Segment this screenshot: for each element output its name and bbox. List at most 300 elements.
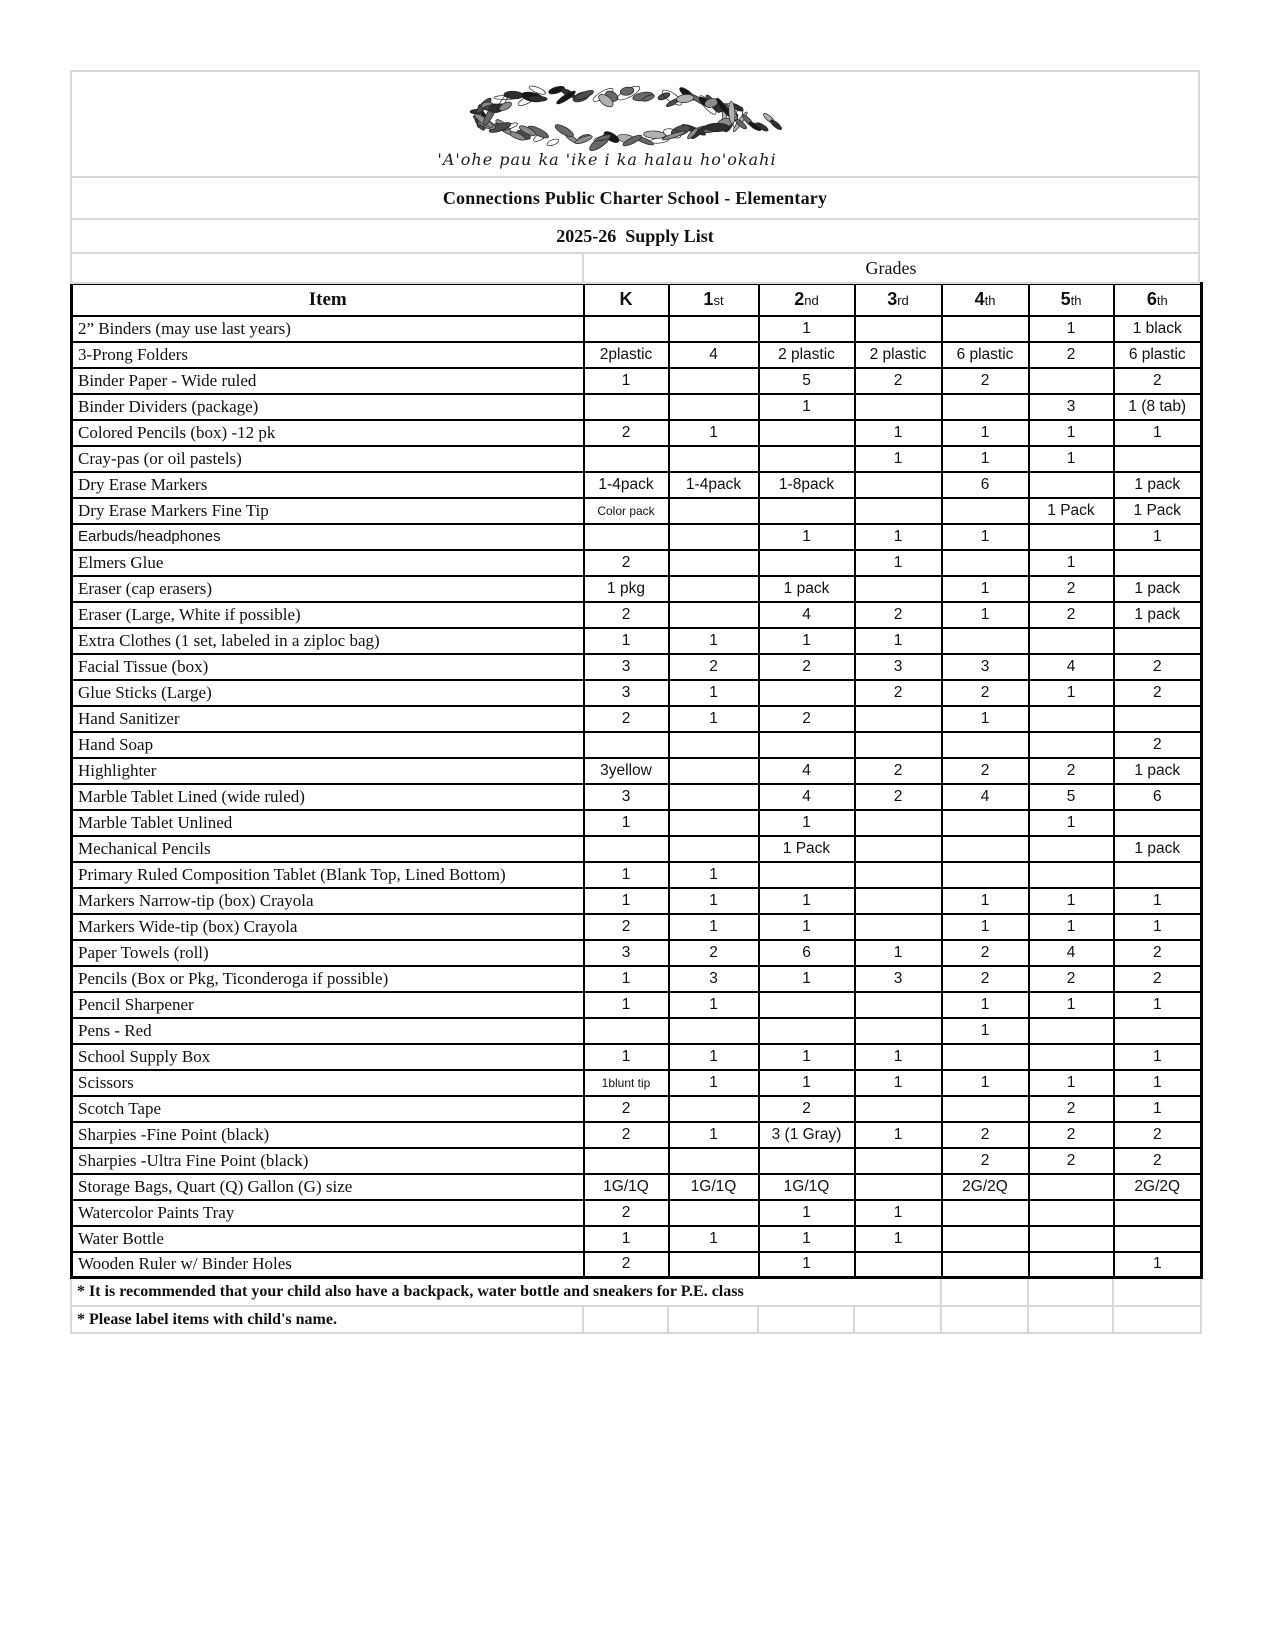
qty-cell — [942, 394, 1029, 420]
supply-row — [72, 342, 1202, 368]
qty-cell — [1114, 1226, 1202, 1252]
qty-cell: 1 black — [1114, 316, 1202, 342]
empty-cell — [1028, 1306, 1113, 1333]
qty-cell: 6 — [942, 472, 1029, 498]
qty-cell: 1 — [942, 706, 1029, 732]
qty-cell — [1029, 1226, 1114, 1252]
item-name: Highlighter — [72, 758, 584, 784]
qty-cell: 2 — [1114, 1122, 1202, 1148]
qty-cell: 1 — [1029, 420, 1114, 446]
item-name: Cray-pas (or oil pastels) — [72, 446, 584, 472]
qty-cell: 1 — [942, 888, 1029, 914]
qty-cell: 1 pack — [1114, 836, 1202, 862]
qty-cell: 1 — [1029, 888, 1114, 914]
qty-cell: 1blunt tip — [584, 1070, 669, 1096]
qty-cell: 1 — [759, 316, 855, 342]
qty-cell — [855, 810, 942, 836]
qty-cell — [669, 732, 759, 758]
qty-cell: 2 — [1029, 342, 1114, 368]
supply-row — [72, 1096, 1202, 1122]
supply-row — [72, 784, 1202, 810]
qty-cell: 1G/1Q — [669, 1174, 759, 1200]
qty-cell: 4 — [942, 784, 1029, 810]
qty-cell: 1 — [855, 628, 942, 654]
qty-cell: 3 — [584, 940, 669, 966]
grade-column-header-2nd: 2nd — [759, 284, 855, 316]
qty-cell: 1 — [759, 1252, 855, 1278]
supply-row — [72, 1122, 1202, 1148]
qty-cell — [759, 550, 855, 576]
qty-cell: 2G/2Q — [942, 1174, 1029, 1200]
item-name: 3-Prong Folders — [72, 342, 584, 368]
qty-cell — [855, 1148, 942, 1174]
qty-cell — [669, 394, 759, 420]
qty-cell: 1 — [1029, 1070, 1114, 1096]
qty-cell: 1 pack — [1114, 472, 1202, 498]
qty-cell: 2 — [942, 1148, 1029, 1174]
supply-row — [72, 550, 1202, 576]
qty-cell: 1 pack — [1114, 758, 1202, 784]
qty-cell — [942, 1226, 1029, 1252]
qty-cell — [759, 1018, 855, 1044]
qty-cell: 1 — [669, 992, 759, 1018]
qty-cell: 1 — [759, 914, 855, 940]
footer-notes-table — [70, 1279, 1202, 1334]
supply-row — [72, 1148, 1202, 1174]
qty-cell: 1 — [584, 368, 669, 394]
item-name: Dry Erase Markers — [72, 472, 584, 498]
qty-cell: 4 — [759, 758, 855, 784]
qty-cell — [759, 992, 855, 1018]
qty-cell — [855, 888, 942, 914]
qty-cell: 2 — [942, 680, 1029, 706]
qty-cell: 2 — [584, 602, 669, 628]
item-name: Colored Pencils (box) -12 pk — [72, 420, 584, 446]
item-name: Extra Clothes (1 set, labeled in a ziploc bag) — [72, 628, 584, 654]
qty-cell: 2 — [584, 706, 669, 732]
qty-cell: 1 — [1029, 680, 1114, 706]
document-subtitle-row — [70, 218, 1200, 254]
qty-cell — [669, 758, 759, 784]
supply-row — [72, 576, 1202, 602]
qty-cell: 6 plastic — [1114, 342, 1202, 368]
qty-cell: 1-4pack — [669, 472, 759, 498]
qty-cell — [669, 524, 759, 550]
item-name: Eraser (cap erasers) — [72, 576, 584, 602]
qty-cell: 1 — [1029, 992, 1114, 1018]
qty-cell: 1 — [1114, 992, 1202, 1018]
qty-cell — [669, 1252, 759, 1278]
qty-cell: 1 pack — [1114, 576, 1202, 602]
qty-cell — [1029, 1252, 1114, 1278]
item-column-header: Item — [72, 284, 584, 316]
qty-cell — [669, 1148, 759, 1174]
qty-cell: 2 — [942, 966, 1029, 992]
qty-cell: 1 — [669, 888, 759, 914]
supply-row — [72, 732, 1202, 758]
qty-cell — [855, 862, 942, 888]
qty-cell: 4 — [1029, 940, 1114, 966]
qty-cell — [1029, 1044, 1114, 1070]
qty-cell: 1 — [584, 966, 669, 992]
item-name: Sharpies -Fine Point (black) — [72, 1122, 584, 1148]
qty-cell — [942, 316, 1029, 342]
qty-cell — [669, 1200, 759, 1226]
qty-cell: 2 plastic — [855, 342, 942, 368]
supply-row — [72, 940, 1202, 966]
qty-cell: 2 — [759, 654, 855, 680]
item-name: Storage Bags, Quart (Q) Gallon (G) size — [72, 1174, 584, 1200]
qty-cell: 1 — [855, 1044, 942, 1070]
item-name: Binder Paper - Wide ruled — [72, 368, 584, 394]
qty-cell: 3 (1 Gray) — [759, 1122, 855, 1148]
item-name: Elmers Glue — [72, 550, 584, 576]
qty-cell: 1 — [942, 602, 1029, 628]
qty-cell: 1 pack — [759, 576, 855, 602]
supply-row — [72, 602, 1202, 628]
qty-cell: 2 — [584, 914, 669, 940]
qty-cell: 1 — [669, 680, 759, 706]
qty-cell: 1 — [669, 1122, 759, 1148]
qty-cell: 1 — [759, 394, 855, 420]
qty-cell: 3 — [855, 654, 942, 680]
qty-cell: 1 — [584, 992, 669, 1018]
qty-cell: 2 — [584, 1252, 669, 1278]
qty-cell: 1G/1Q — [584, 1174, 669, 1200]
supply-row — [72, 472, 1202, 498]
qty-cell — [1029, 524, 1114, 550]
qty-cell: 2 — [1114, 368, 1202, 394]
qty-cell: 1 — [942, 576, 1029, 602]
supply-row — [72, 758, 1202, 784]
qty-cell — [1114, 706, 1202, 732]
qty-cell — [942, 1096, 1029, 1122]
qty-cell: 1 — [855, 420, 942, 446]
qty-cell — [669, 836, 759, 862]
qty-cell: 1 — [855, 550, 942, 576]
qty-cell: 1 — [584, 810, 669, 836]
qty-cell: 1 — [669, 706, 759, 732]
qty-cell: 3 — [584, 784, 669, 810]
qty-cell — [855, 576, 942, 602]
qty-cell: 4 — [669, 342, 759, 368]
qty-cell: 3 — [855, 966, 942, 992]
qty-cell: 2 — [1114, 732, 1202, 758]
qty-cell: 2 — [855, 758, 942, 784]
qty-cell — [759, 732, 855, 758]
supply-row — [72, 992, 1202, 1018]
qty-cell: 1 — [1114, 914, 1202, 940]
qty-cell: 2 — [942, 368, 1029, 394]
qty-cell: 1 — [759, 628, 855, 654]
qty-cell — [584, 1148, 669, 1174]
school-title: Connections Public Charter School - Elementary — [442, 187, 828, 208]
qty-cell: 1 — [855, 1070, 942, 1096]
qty-cell: 1 — [1029, 316, 1114, 342]
qty-cell — [759, 420, 855, 446]
supply-row — [72, 836, 1202, 862]
lei-wreath-illustration — [72, 76, 1198, 154]
supply-table — [70, 282, 1203, 1279]
qty-cell — [1114, 862, 1202, 888]
qty-cell: 2 — [942, 940, 1029, 966]
supply-row — [72, 862, 1202, 888]
table-header-row — [72, 284, 1202, 316]
qty-cell — [1029, 836, 1114, 862]
supply-list-document — [70, 70, 1200, 1334]
qty-cell: 1 — [669, 914, 759, 940]
qty-cell: 1 — [942, 1070, 1029, 1096]
supply-row — [72, 446, 1202, 472]
qty-cell — [669, 602, 759, 628]
empty-cell — [854, 1306, 941, 1333]
supply-row — [72, 1200, 1202, 1226]
qty-cell: 2plastic — [584, 342, 669, 368]
qty-cell: 1 — [759, 1226, 855, 1252]
qty-cell: 1 — [669, 862, 759, 888]
supply-row — [72, 914, 1202, 940]
qty-cell: 1 — [942, 446, 1029, 472]
qty-cell: 1 (8 tab) — [1114, 394, 1202, 420]
qty-cell — [855, 732, 942, 758]
qty-cell — [855, 394, 942, 420]
supply-row — [72, 654, 1202, 680]
item-name: Marble Tablet Lined (wide ruled) — [72, 784, 584, 810]
qty-cell: 1 — [942, 1018, 1029, 1044]
qty-cell — [1029, 1200, 1114, 1226]
qty-cell: 1 — [942, 992, 1029, 1018]
qty-cell — [1029, 706, 1114, 732]
grades-banner — [584, 254, 1198, 282]
qty-cell: 1 — [1114, 1070, 1202, 1096]
grade-column-header-3rd: 3rd — [855, 284, 942, 316]
qty-cell — [942, 1044, 1029, 1070]
qty-cell: 1 — [669, 420, 759, 446]
qty-cell: 1 — [1029, 446, 1114, 472]
supply-row — [72, 316, 1202, 342]
qty-cell: 6 plastic — [942, 342, 1029, 368]
qty-cell — [855, 1174, 942, 1200]
item-name: Mechanical Pencils — [72, 836, 584, 862]
qty-cell: 5 — [759, 368, 855, 394]
qty-cell: 2 — [669, 654, 759, 680]
qty-cell — [759, 446, 855, 472]
qty-cell — [942, 1252, 1029, 1278]
qty-cell: 3 — [669, 966, 759, 992]
empty-cell — [1113, 1279, 1201, 1306]
qty-cell: 2 — [1029, 1148, 1114, 1174]
qty-cell — [942, 1200, 1029, 1226]
grades-label: Grades — [865, 257, 917, 278]
grade-column-header-k: K — [584, 284, 669, 316]
document-title-row — [70, 176, 1200, 220]
qty-cell: 1 — [942, 914, 1029, 940]
note-row — [71, 1306, 1201, 1333]
qty-cell: 4 — [759, 784, 855, 810]
qty-cell — [669, 1018, 759, 1044]
qty-cell — [669, 316, 759, 342]
supply-row — [72, 888, 1202, 914]
qty-cell: 1 pack — [1114, 602, 1202, 628]
qty-cell: 1 — [855, 446, 942, 472]
school-motto: 'A'ohe pau ka 'ike i ka halau ho'okahi — [437, 150, 777, 169]
qty-cell: 1 — [1114, 1252, 1202, 1278]
supply-row — [72, 966, 1202, 992]
supply-row — [72, 420, 1202, 446]
item-name: Watercolor Paints Tray — [72, 1200, 584, 1226]
grade-column-header-4th: 4th — [942, 284, 1029, 316]
qty-cell — [855, 498, 942, 524]
qty-cell — [855, 914, 942, 940]
qty-cell — [942, 498, 1029, 524]
qty-cell — [942, 732, 1029, 758]
qty-cell: 1 — [759, 1070, 855, 1096]
supply-list-subtitle: 2025-26 Supply List — [556, 225, 714, 246]
supply-row — [72, 394, 1202, 420]
qty-cell: 2 — [1114, 940, 1202, 966]
qty-cell — [855, 1096, 942, 1122]
qty-cell: 2 — [1114, 654, 1202, 680]
grades-banner-spacer — [72, 254, 584, 282]
qty-cell — [1114, 628, 1202, 654]
item-name: Water Bottle — [72, 1226, 584, 1252]
grades-banner-row — [70, 252, 1200, 284]
qty-cell: 1 — [584, 1044, 669, 1070]
qty-cell — [584, 1018, 669, 1044]
item-name: Glue Sticks (Large) — [72, 680, 584, 706]
qty-cell — [584, 732, 669, 758]
qty-cell: 2 — [1114, 966, 1202, 992]
item-name: Hand Soap — [72, 732, 584, 758]
item-name: Binder Dividers (package) — [72, 394, 584, 420]
qty-cell: 1 — [855, 1200, 942, 1226]
empty-cell — [941, 1306, 1028, 1333]
qty-cell — [584, 316, 669, 342]
qty-cell: 1 — [584, 1226, 669, 1252]
qty-cell — [669, 810, 759, 836]
qty-cell — [855, 706, 942, 732]
qty-cell — [1114, 810, 1202, 836]
qty-cell — [855, 1252, 942, 1278]
qty-cell: 2 — [1114, 680, 1202, 706]
qty-cell: 1 — [1029, 914, 1114, 940]
item-name: School Supply Box — [72, 1044, 584, 1070]
qty-cell — [855, 992, 942, 1018]
qty-cell: 1 — [855, 1226, 942, 1252]
qty-cell: 3 — [584, 680, 669, 706]
qty-cell: 2 — [669, 940, 759, 966]
item-name: Scissors — [72, 1070, 584, 1096]
supply-row — [72, 368, 1202, 394]
item-name: Earbuds/headphones — [72, 524, 584, 550]
qty-cell: 1 — [759, 1200, 855, 1226]
item-name: Facial Tissue (box) — [72, 654, 584, 680]
qty-cell — [759, 498, 855, 524]
qty-cell: 1 — [584, 628, 669, 654]
supply-row — [72, 706, 1202, 732]
item-name: Dry Erase Markers Fine Tip — [72, 498, 584, 524]
qty-cell: 1 — [1114, 1044, 1202, 1070]
qty-cell: 1 — [584, 862, 669, 888]
qty-cell: 2 — [1029, 1096, 1114, 1122]
qty-cell: 3 — [942, 654, 1029, 680]
supply-row — [72, 1226, 1202, 1252]
supply-row — [72, 1044, 1202, 1070]
qty-cell — [942, 550, 1029, 576]
qty-cell — [759, 1148, 855, 1174]
qty-cell: 3 — [1029, 394, 1114, 420]
qty-cell: 2 — [855, 784, 942, 810]
qty-cell: 1 — [669, 628, 759, 654]
item-name: Sharpies -Ultra Fine Point (black) — [72, 1148, 584, 1174]
note-label-items: * Please label items with child's name. — [71, 1306, 583, 1333]
qty-cell: 1-8pack — [759, 472, 855, 498]
qty-cell — [669, 498, 759, 524]
header-logo-box — [70, 70, 1200, 178]
qty-cell — [1029, 368, 1114, 394]
item-name: Hand Sanitizer — [72, 706, 584, 732]
qty-cell: 2 — [1029, 966, 1114, 992]
qty-cell — [1029, 862, 1114, 888]
qty-cell: 1 — [855, 524, 942, 550]
qty-cell: 1 — [855, 940, 942, 966]
empty-cell — [1113, 1306, 1201, 1333]
qty-cell — [759, 862, 855, 888]
grade-column-header-6th: 6th — [1114, 284, 1202, 316]
qty-cell — [1114, 550, 1202, 576]
qty-cell: 1 — [1114, 524, 1202, 550]
qty-cell: 1 — [584, 888, 669, 914]
supply-row — [72, 1018, 1202, 1044]
item-name: Paper Towels (roll) — [72, 940, 584, 966]
qty-cell — [584, 836, 669, 862]
empty-cell — [583, 1306, 668, 1333]
qty-cell: 2 — [584, 1200, 669, 1226]
qty-cell — [584, 446, 669, 472]
item-name: 2” Binders (may use last years) — [72, 316, 584, 342]
grade-column-header-1st: 1st — [669, 284, 759, 316]
item-name: Scotch Tape — [72, 1096, 584, 1122]
item-name: Markers Wide-tip (box) Crayola — [72, 914, 584, 940]
supply-row — [72, 498, 1202, 524]
supply-row — [72, 1174, 1202, 1200]
qty-cell — [759, 680, 855, 706]
supply-row — [72, 1252, 1202, 1278]
qty-cell: 4 — [1029, 654, 1114, 680]
qty-cell: 2G/2Q — [1114, 1174, 1202, 1200]
qty-cell: 4 — [759, 602, 855, 628]
qty-cell — [855, 836, 942, 862]
qty-cell — [669, 1096, 759, 1122]
qty-cell: 2 — [1029, 758, 1114, 784]
qty-cell: 2 — [1114, 1148, 1202, 1174]
grade-column-header-5th: 5th — [1029, 284, 1114, 316]
qty-cell — [584, 524, 669, 550]
note-pe-recommendation: * It is recommended that your child also have a backpack, water bottle and sneakers for P.E. class — [71, 1279, 941, 1306]
qty-cell: 1 — [1029, 810, 1114, 836]
qty-cell — [1029, 732, 1114, 758]
qty-cell: 2 plastic — [759, 342, 855, 368]
item-name: Wooden Ruler w/ Binder Holes — [72, 1252, 584, 1278]
qty-cell: 1 — [855, 1122, 942, 1148]
qty-cell: 1 — [759, 888, 855, 914]
qty-cell — [1114, 1200, 1202, 1226]
qty-cell: 2 — [584, 1096, 669, 1122]
qty-cell: 2 — [855, 680, 942, 706]
qty-cell: 1G/1Q — [759, 1174, 855, 1200]
item-name: Markers Narrow-tip (box) Crayola — [72, 888, 584, 914]
qty-cell: 1 — [759, 1044, 855, 1070]
